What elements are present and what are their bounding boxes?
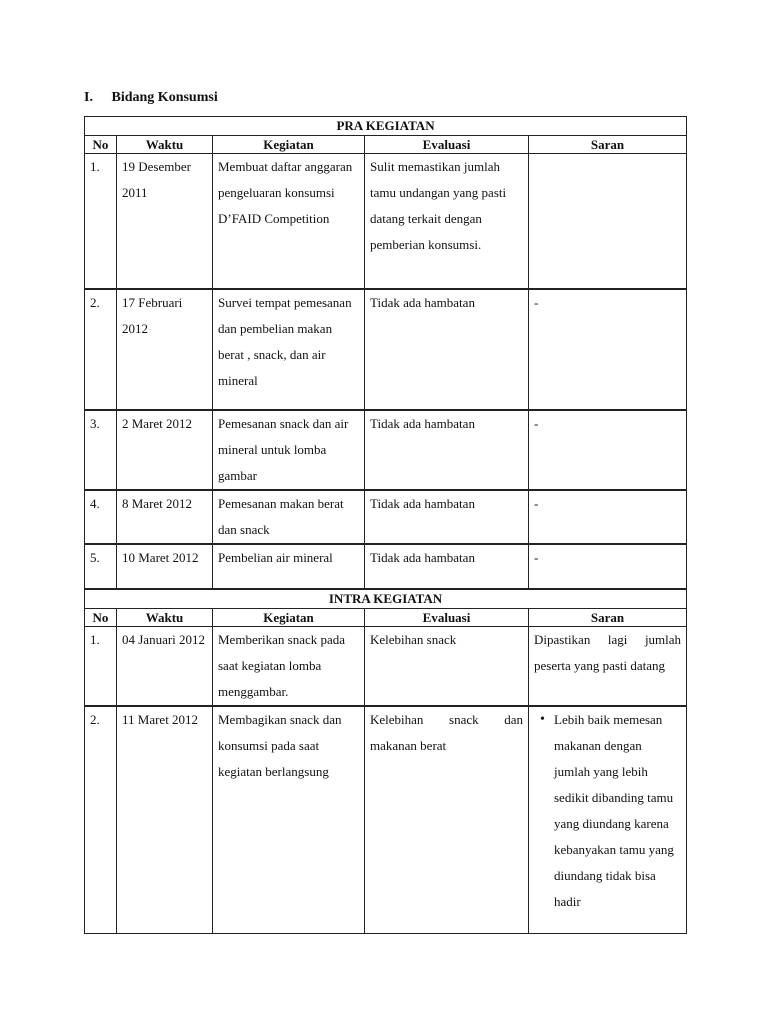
col-header-saran: Saran <box>529 608 687 626</box>
cell-waktu: 04 Januari 2012 <box>117 626 213 706</box>
cell-no: 1. <box>85 626 117 706</box>
cell-evaluasi: Tidak ada hambatan <box>365 544 529 589</box>
cell-kegiatan: Pemesanan snack dan air mineral untuk lomba gambar <box>213 410 365 490</box>
pra-title-row <box>85 117 687 136</box>
cell-no: 3. <box>85 410 117 490</box>
col-header-no: No <box>85 608 117 626</box>
section-heading <box>84 90 218 106</box>
col-header-waktu: Waktu <box>117 136 213 154</box>
saran-list-item: • Lebih baik memesan makanan dengan jumlah yang lebih sedikit dibanding tamu yang diundang karena kebanyakan tamu yang diundang tidak bisa hadir <box>554 707 681 915</box>
cell-saran: - <box>529 544 687 589</box>
cell-no: 5. <box>85 544 117 589</box>
cell-kegiatan: Memberikan snack pada saat kegiatan lomba menggambar. <box>213 626 365 706</box>
col-header-saran: Saran <box>529 136 687 154</box>
cell-no: 2. <box>85 706 117 934</box>
cell-evaluasi: Tidak ada hambatan <box>365 289 529 410</box>
cell-no: 1. <box>85 154 117 289</box>
intra-header-row <box>85 608 687 626</box>
table-row <box>85 289 687 410</box>
intra-title: INTRA KEGIATAN <box>85 589 687 609</box>
cell-evaluasi: Kelebihan snack dan makanan berat <box>365 706 529 934</box>
cell-no: 2. <box>85 289 117 410</box>
cell-saran <box>529 706 687 934</box>
cell-waktu: 8 Maret 2012 <box>117 490 213 544</box>
cell-waktu: 17 Februari 2012 <box>117 289 213 410</box>
col-header-evaluasi: Evaluasi <box>365 608 529 626</box>
pra-header-row <box>85 136 687 154</box>
cell-kegiatan: Membagikan snack dan konsumsi pada saat kegiatan berlangsung <box>213 706 365 934</box>
cell-saran: - <box>529 490 687 544</box>
cell-waktu: 11 Maret 2012 <box>117 706 213 934</box>
table-row <box>85 544 687 589</box>
cell-kegiatan: Membuat daftar anggaran pengeluaran konsumsi D’FAID Competition <box>213 154 365 289</box>
col-header-waktu: Waktu <box>117 608 213 626</box>
col-header-kegiatan: Kegiatan <box>213 136 365 154</box>
saran-list <box>534 707 681 915</box>
cell-no: 4. <box>85 490 117 544</box>
cell-evaluasi: Sulit memastikan jumlah tamu undangan yang pasti datang terkait dengan pemberian konsumsi. <box>365 154 529 289</box>
cell-kegiatan: Survei tempat pemesanan dan pembelian makan berat , snack, dan air mineral <box>213 289 365 410</box>
cell-saran: Dipastikan lagi jumlah peserta yang pasti datang <box>529 626 687 706</box>
cell-evaluasi: Kelebihan snack <box>365 626 529 706</box>
pra-title: PRA KEGIATAN <box>85 117 687 136</box>
cell-waktu: 2 Maret 2012 <box>117 410 213 490</box>
konsumsi-table <box>84 116 687 934</box>
cell-evaluasi: Tidak ada hambatan <box>365 490 529 544</box>
cell-waktu: 10 Maret 2012 <box>117 544 213 589</box>
cell-saran: - <box>529 289 687 410</box>
cell-evaluasi: Tidak ada hambatan <box>365 410 529 490</box>
section-title: Bidang Konsumsi <box>111 90 218 105</box>
cell-saran: - <box>529 410 687 490</box>
col-header-evaluasi: Evaluasi <box>365 136 529 154</box>
table-row <box>85 706 687 934</box>
cell-kegiatan: Pembelian air mineral <box>213 544 365 589</box>
cell-kegiatan: Pemesanan makan berat dan snack <box>213 490 365 544</box>
col-header-kegiatan: Kegiatan <box>213 608 365 626</box>
cell-saran <box>529 154 687 289</box>
cell-waktu: 19 Desember 2011 <box>117 154 213 289</box>
intra-title-row <box>85 589 687 609</box>
table-row <box>85 154 687 289</box>
table-row <box>85 410 687 490</box>
table-row <box>85 626 687 706</box>
col-header-no: No <box>85 136 117 154</box>
table-row <box>85 490 687 544</box>
section-number: I. <box>84 90 93 105</box>
